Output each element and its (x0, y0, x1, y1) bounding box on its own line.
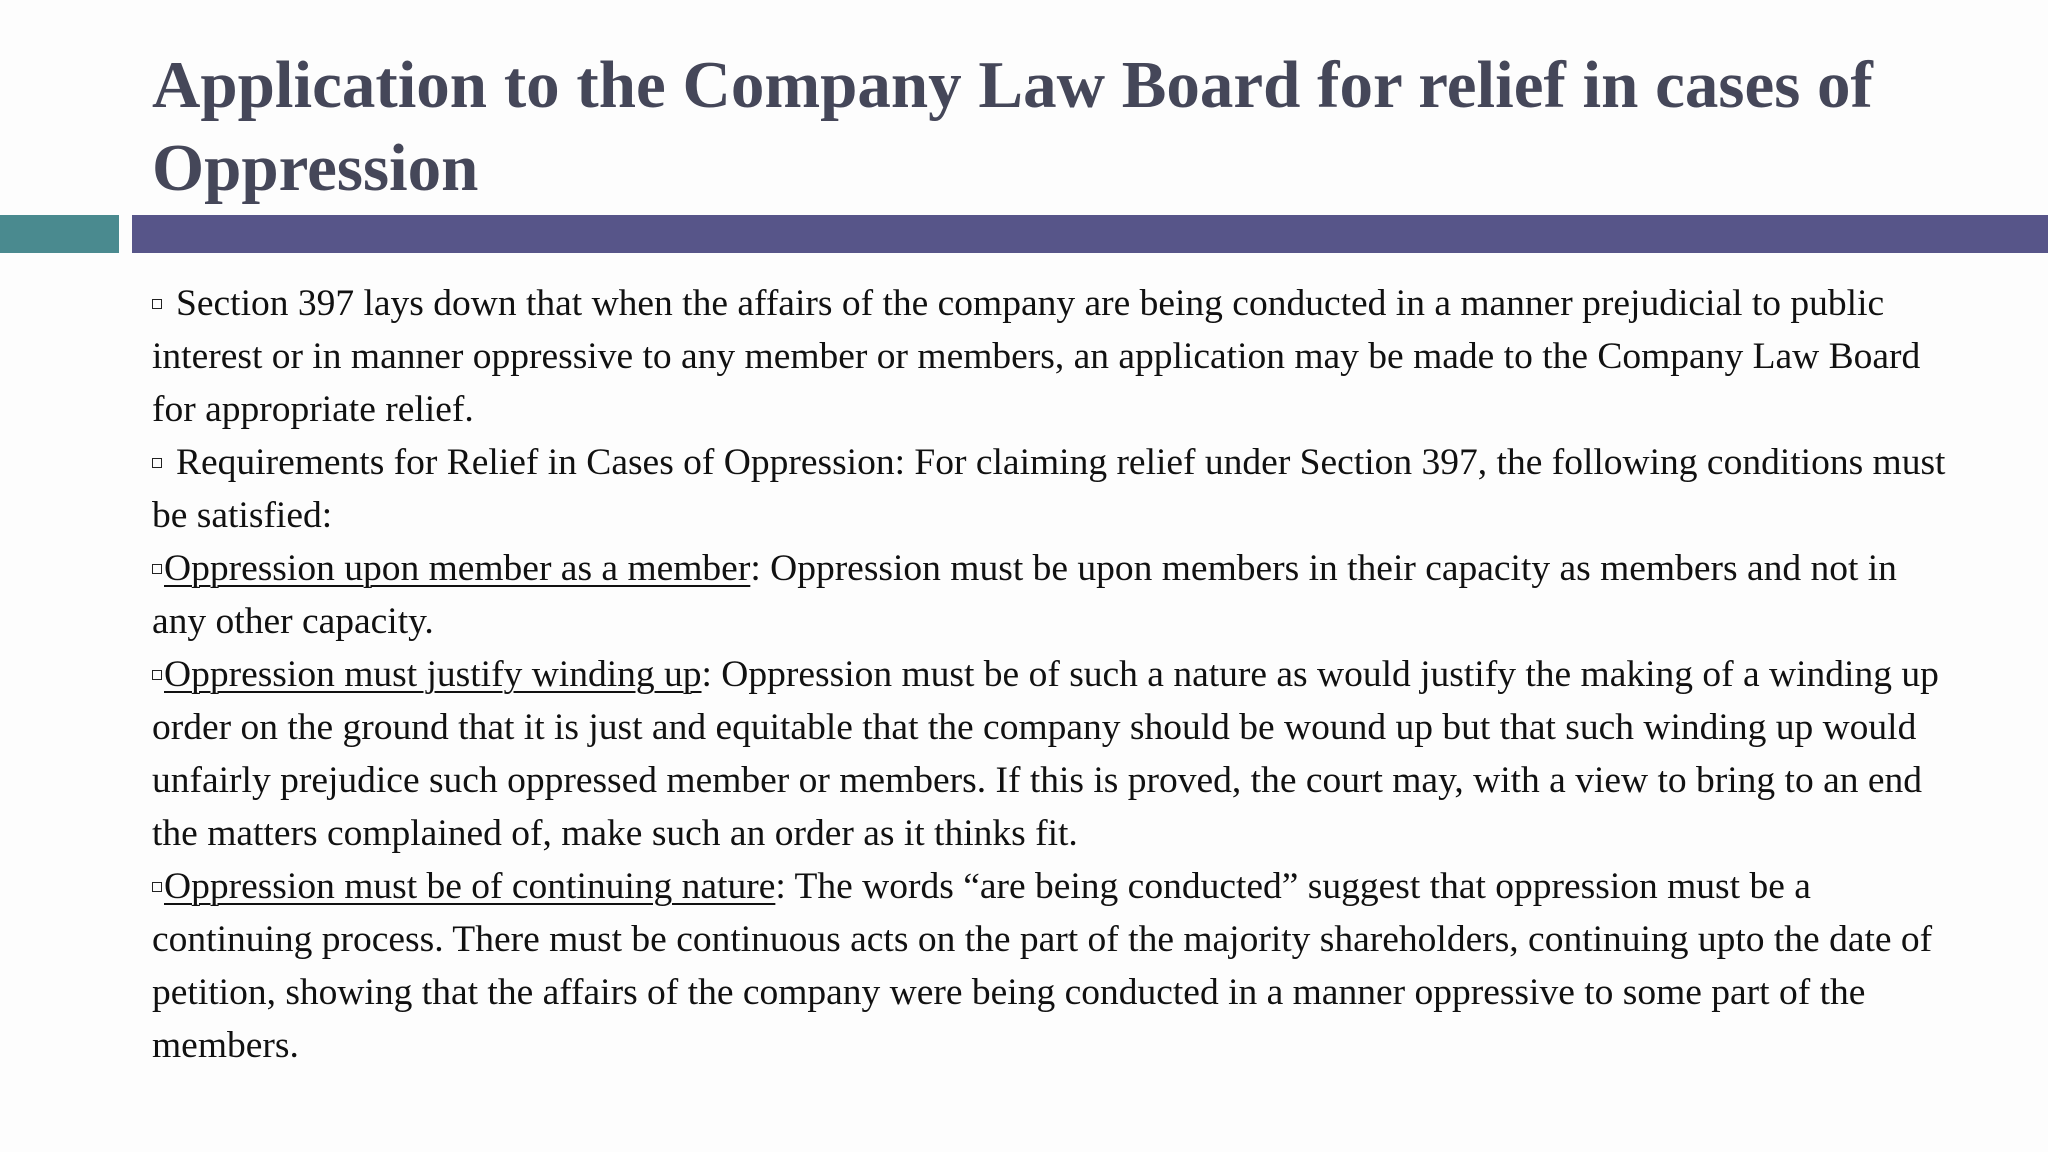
paragraph-term: Oppression upon member as a member (164, 548, 751, 589)
paragraph-text: Section 397 lays down that when the affairs of the company are being conducted in a manner prejudicial to public interest or in manner oppressive to any member or members, an application may be made to the Company Law Board for appropriate relief. (152, 283, 1921, 430)
square-bullet-icon (152, 882, 162, 892)
paragraph-text: : The words “are being conducted” suggest that oppression must be a continuing process. There must be continuous acts on the part of the majority shareholders, continuing upto the date of petition, showing that the affairs of the company were being conducted in a manner oppressive to some part of the members. (152, 866, 1933, 1066)
accent-bar-left (0, 215, 119, 253)
bullet-paragraph (152, 860, 1960, 1072)
bullet-paragraph (152, 542, 1960, 648)
slide-body (152, 277, 1960, 1072)
paragraph-text: Requirements for Relief in Cases of Oppression: For claiming relief under Section 397, the following conditions must be satisfied: (152, 442, 1946, 536)
paragraph-term: Oppression must be of continuing nature (164, 866, 776, 907)
accent-bar-right (132, 215, 2048, 253)
square-bullet-icon (152, 458, 162, 468)
square-bullet-icon (152, 299, 162, 309)
slide-title: Application to the Company Law Board for relief in cases of Oppression (152, 48, 1873, 205)
square-bullet-icon (152, 670, 162, 680)
bullet-paragraph (152, 436, 1960, 542)
paragraph-term: Oppression must justify winding up (164, 654, 702, 695)
square-bullet-icon (152, 564, 162, 574)
paragraph-text: : Oppression must be of such a nature as would justify the making of a winding up order on the ground that it is just and equitable that the company should be wound up but that such winding up would unfairly prejudice such oppressed member or members. If this is proved, the court may, with a view to bring to an end the matters complained of, make such an order as it thinks fit. (152, 654, 1939, 854)
bullet-paragraph (152, 277, 1960, 436)
bullet-paragraph (152, 648, 1960, 860)
paragraph-text: : Oppression must be upon members in their capacity as members and not in any other capacity. (152, 548, 1897, 642)
